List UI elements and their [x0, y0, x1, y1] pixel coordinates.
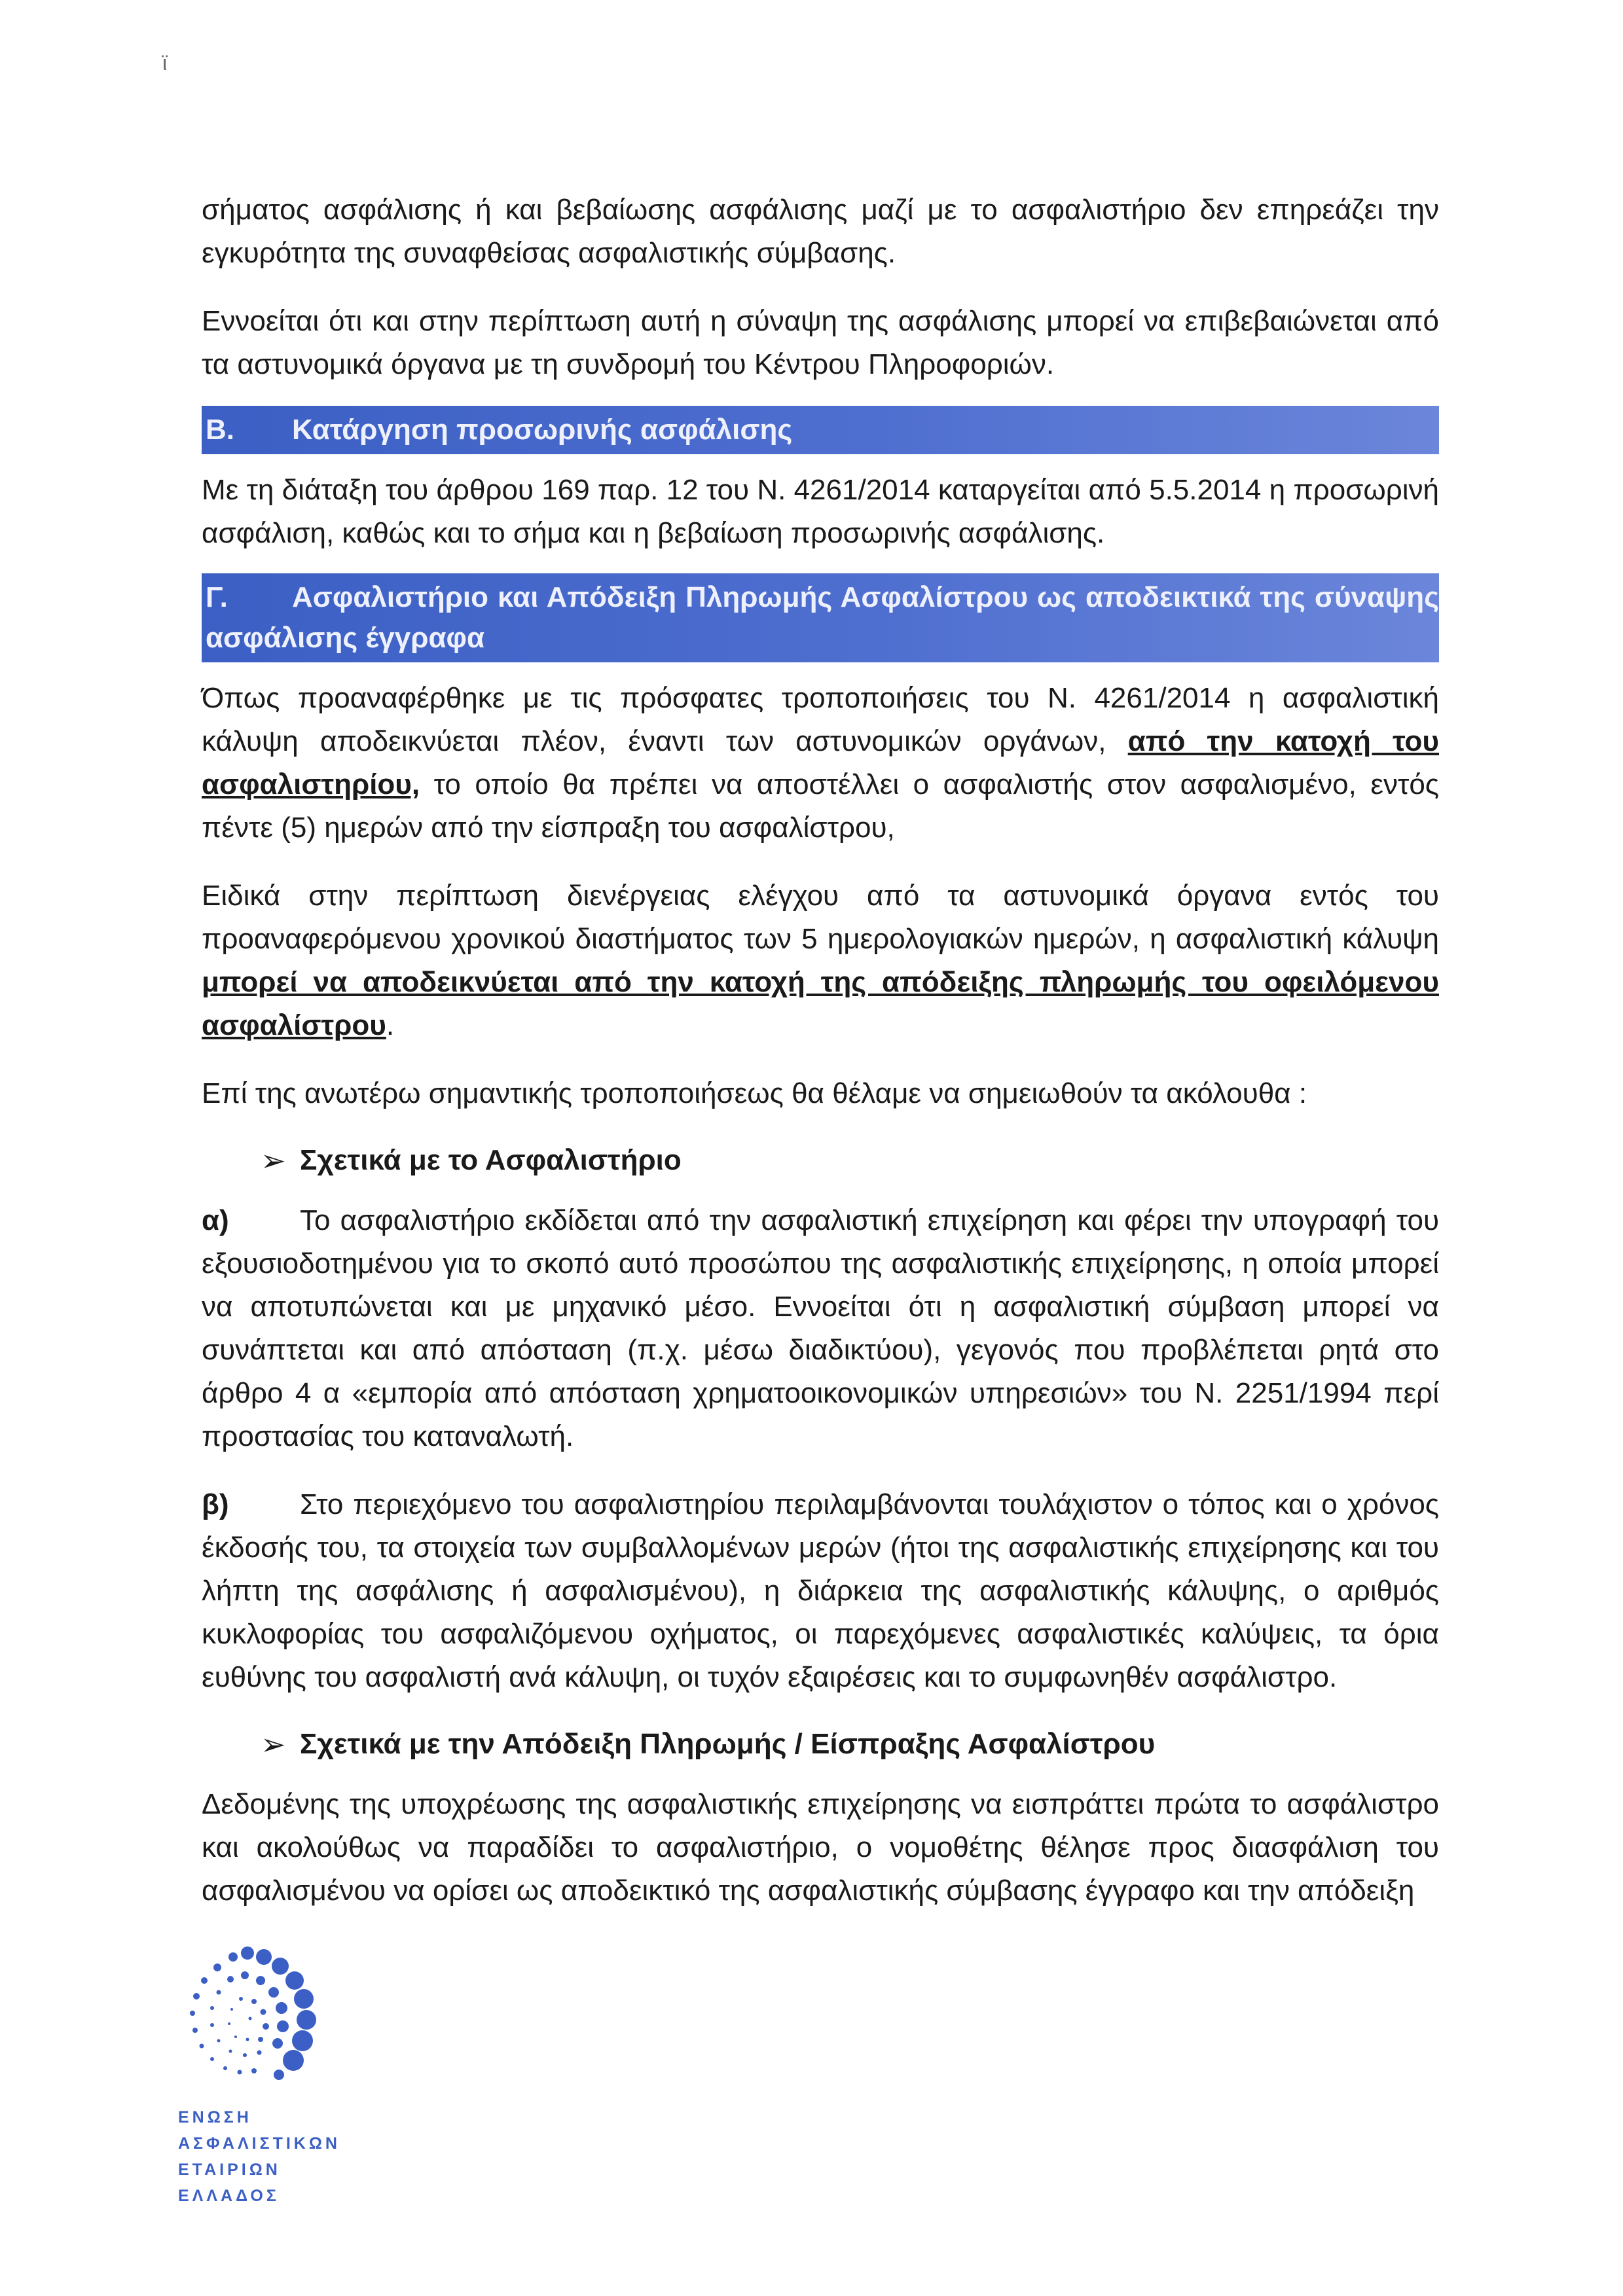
arrow-bullet-icon: ➢ — [261, 1143, 286, 1177]
logo-line-2: ΑΣΦΑΛΙΣΤΙΚΩΝ — [178, 2134, 340, 2153]
subsection-policy-title: Σχετικά με το Ασφαλιστήριο — [300, 1144, 682, 1176]
section-b-body: Με τη διάταξη του άρθρου 169 παρ. 12 του Ν. 4261/2014 καταργείται από 5.5.2014 η προσωρινή ασφάλιση, καθώς και το σήμα και η βεβαίωση προσωρινής ασφάλισης. — [202, 474, 1439, 549]
section-b-heading — [202, 406, 1439, 454]
logo-line-1: ΕΝΩΣΗ — [178, 2108, 252, 2126]
section-c-p1-text: Όπως προαναφέρθηκε με τις πρόσφατες τροποποιήσεις του Ν. 4261/2014 η ασφαλιστική κάλυψη αποδεικνύεται πλέον, έναντι των αστυνομικών οργάνων, — [202, 682, 1439, 757]
logo-line-3: ΕΤΑΙΡΙΩΝ — [178, 2161, 281, 2179]
item-b-text: Στο περιεχόμενο του ασφαλιστηρίου περιλαμβάνονται τουλάχιστον ο τόπος και ο χρόνος έκδοσής του, τα στοιχεία των συμβαλλομένων μερών (ήτοι της ασφαλιστικής επιχείρησης και του λήπτη της ασφάλισης ή ασφαλισμένου), η διάρκεια της ασφαλιστικής κάλυψης, ο αριθμός κυκλοφορίας του ασφαλιζόμενου οχήματος, οι παρεχόμενες ασφαλιστικές καλύψεις, τα όρια ευθύνης του ασφαλιστή ανά κάλυψη, οι τυχόν εξαιρέσεις και το συμφωνηθέν ασφάλιστρο. — [202, 1488, 1439, 1693]
section-c-p2-text: Ειδικά στην περίπτωση διενέργειας ελέγχου από τα αστυνομικά όργανα εντός του προαναφερόμενου χρονικού διαστήματος των 5 ημερολογιακών ημερών, η ασφαλιστική κάλυψη — [202, 880, 1439, 955]
item-a-text: Το ασφαλιστήριο εκδίδεται από την ασφαλιστική επιχείρηση και φέρει την υπογραφή του εξουσιοδοτημένου για το σκοπό αυτό προσώπου της ασφαλιστικής επιχείρησης, η οποία μπορεί να αποτυπώνεται και με μηχανικό μέσο. Εννοείται ότι η ασφαλιστική σύμβαση μπορεί να συνάπτεται και από απόσταση (π.χ. μέσω διαδικτύου), γεγονός που προβλέπεται ρητά στο άρθρο 4 α «εμπορία από απόσταση χρηματοοικονομικών υπηρεσιών» του Ν. 2251/1994 περί προστασίας του καταναλωτή. — [202, 1204, 1439, 1452]
page-mark: ϊ — [162, 51, 168, 75]
section-b-label: Β. — [206, 414, 234, 446]
subsection-policy-heading — [261, 1139, 1439, 1182]
section-b-title: Κατάργηση προσωρινής ασφάλισης — [292, 414, 793, 446]
association-logo-icon — [156, 1937, 352, 2108]
section-c-paragraph-3: Επί της ανωτέρω σημαντικής τροποποιήσεως θα θέλαμε να σημειωθούν τα ακόλουθα : — [202, 1077, 1307, 1109]
document-body — [202, 188, 1439, 1912]
subsection-receipt-title: Σχετικά με την Απόδειξη Πληρωμής / Είσπραξης Ασφαλίστρου — [300, 1728, 1156, 1760]
section-c-heading — [202, 573, 1439, 662]
item-a — [202, 1199, 1439, 1458]
item-b-label: β) — [202, 1488, 229, 1520]
intro-paragraph-1: σήματος ασφάλισης ή και βεβαίωσης ασφάλισης μαζί με το ασφαλιστήριο δεν επηρεάζει την εγκυρότητα της συναφθείσας ασφαλιστικής σύμβασης. — [202, 194, 1439, 269]
section-c-p2-emphasis: μπορεί να αποδεικνύεται από την κατοχή της απόδειξης πληρωμής του οφειλόμενου ασφαλίστρου — [202, 966, 1439, 1041]
section-c-p1-emphasis: από την κατοχή του ασφαλιστηρίου, — [202, 725, 1440, 800]
section-c-p2-text-end: . — [386, 1009, 395, 1041]
item-a-label: α) — [202, 1204, 229, 1236]
intro-paragraph-2: Εννοείται ότι και στην περίπτωση αυτή η σύναψη της ασφάλισης μπορεί να επιβεβαιώνεται από τα αστυνομικά όργανα με τη συνδρομή του Κέντρου Πληροφοριών. — [202, 305, 1439, 380]
logo-line-4: ΕΛΛΑΔΟΣ — [178, 2187, 280, 2205]
subsection-receipt-heading — [261, 1723, 1439, 1766]
section-c-p1-text-end: το οποίο θα πρέπει να αποστέλλει ο ασφαλιστής στον ασφαλισμένο, εντός πέντε (5) ημερών από την είσπραξη του ασφαλίστρου, — [202, 768, 1439, 844]
section-c-title: Ασφαλιστήριο και Απόδειξη Πληρωμής Ασφαλίστρου ως αποδεικτικά της σύναψης ασφάλισης έγγραφα — [206, 581, 1439, 654]
section-c-label: Γ. — [206, 581, 228, 613]
section-c-paragraph-2 — [202, 874, 1439, 1047]
section-c-paragraph-1 — [202, 677, 1439, 850]
subsection-receipt-body: Δεδομένης της υποχρέωσης της ασφαλιστικής επιχείρησης να εισπράττει πρώτα το ασφάλιστρο και ακολούθως να παραδίδει το ασφαλιστήριο, ο νομοθέτης θέλησε προς διασφάλιση του ασφαλισμένου να ορίσει ως αποδεικτικό της ασφαλιστικής σύμβασης έγγραφο και την απόδειξη — [202, 1788, 1439, 1907]
association-logo-text — [178, 2104, 340, 2209]
arrow-bullet-icon: ➢ — [261, 1727, 286, 1761]
item-b — [202, 1483, 1439, 1699]
